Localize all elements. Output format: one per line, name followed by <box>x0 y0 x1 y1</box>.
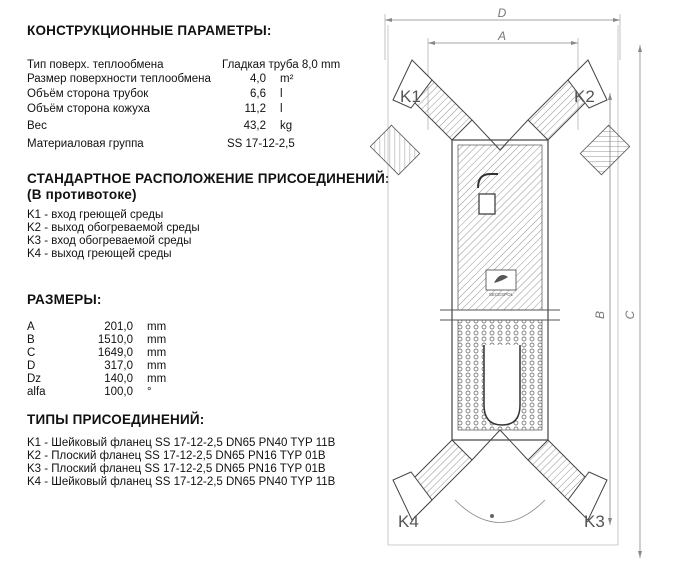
param-unit: l <box>280 103 283 115</box>
dimensions-title: РАЗМЕРЫ: <box>27 292 102 307</box>
shell-body <box>440 140 560 440</box>
dim-value: 317,0 <box>104 360 133 372</box>
label-k3: K3 <box>584 512 605 531</box>
connections-layout-title: СТАНДАРТНОЕ РАСПОЛОЖЕНИЕ ПРИСОЕДИНЕНИЙ: <box>27 171 390 186</box>
dim-label: C <box>27 347 36 359</box>
param-unit: kg <box>280 120 293 132</box>
dim-unit: mm <box>147 373 167 385</box>
list-item: K4 - выход греющей среды <box>27 248 172 260</box>
list-item: K1 - вход греющей среды <box>27 209 164 221</box>
param-unit: m² <box>280 73 294 85</box>
list-item: K2 - выход обогреваемой среды <box>27 222 200 234</box>
angle-alfa <box>455 500 545 523</box>
list-item: K3 - Плоский фланец SS 17-12-2,5 DN65 PN16 TYP 01B <box>27 463 326 475</box>
construction-title: КОНСТРУКЦИОННЫЕ ПАРАМЕТРЫ: <box>27 23 272 38</box>
dim-label: A <box>27 321 35 333</box>
param-label: Материаловая группа <box>27 138 144 150</box>
param-value: 4,0 <box>250 73 266 85</box>
dim-unit: mm <box>147 347 167 359</box>
param-label: Тип поверх. теплообмена <box>27 59 164 71</box>
label-k1: K1 <box>400 87 421 106</box>
dim-value: 140,0 <box>104 373 133 385</box>
dim-label: D <box>27 360 36 372</box>
dim-unit: mm <box>147 360 167 372</box>
nozzle-k4 <box>393 440 472 520</box>
param-value: 11,2 <box>244 103 266 115</box>
param-value: 43,2 <box>243 120 266 132</box>
label-a: A <box>497 29 507 43</box>
dim-value: 201,0 <box>104 321 133 333</box>
param-value: 6,6 <box>250 88 266 100</box>
dim-value: 1510,0 <box>97 334 133 346</box>
param-label: Объём сторона кожуха <box>27 103 150 115</box>
dimension-c <box>623 45 642 558</box>
label-c: C <box>623 310 637 320</box>
param-label: Размер поверхности теплообмена <box>27 73 211 85</box>
param-label: Вес <box>27 120 47 132</box>
param-label: Объём сторона трубок <box>27 88 149 100</box>
list-item: K2 - Плоский фланец SS 17-12-2,5 DN65 PN16 TYP 01B <box>27 450 326 462</box>
heat-exchanger-drawing <box>360 0 700 569</box>
dim-label: Dz <box>27 373 42 385</box>
param-unit: l <box>280 88 283 100</box>
label-k2: K2 <box>574 87 595 106</box>
nozzle-k3 <box>528 440 607 520</box>
dim-label: alfa <box>27 386 46 398</box>
param-value: Гладкая труба 8,0 mm <box>222 59 341 71</box>
label-b: B <box>593 310 607 320</box>
dim-value: 1649,0 <box>97 347 133 359</box>
connections-layout-subtitle: (В противотоке) <box>27 187 137 202</box>
dim-unit: mm <box>147 334 167 346</box>
label-k4: K4 <box>398 512 419 531</box>
list-item: K4 - Шейковый фланец SS 17-12-2,5 DN65 PN40 TYP 11B <box>27 476 336 488</box>
dim-value: 100,0 <box>104 386 133 398</box>
list-item: K3 - вход обогреваемой среды <box>27 235 192 247</box>
list-item: K1 - Шейковый фланец SS 17-12-2,5 DN65 PN40 TYP 11B <box>27 437 336 449</box>
logo-text: SECESPOL <box>488 292 514 297</box>
dim-unit: mm <box>147 321 167 333</box>
param-value: SS 17-12-2,5 <box>227 138 295 150</box>
dim-unit: ° <box>147 386 152 398</box>
label-d: D <box>497 6 507 20</box>
dim-label: B <box>27 334 35 346</box>
connection-types-title: ТИПЫ ПРИСОЕДИНЕНИЙ: <box>27 412 205 427</box>
